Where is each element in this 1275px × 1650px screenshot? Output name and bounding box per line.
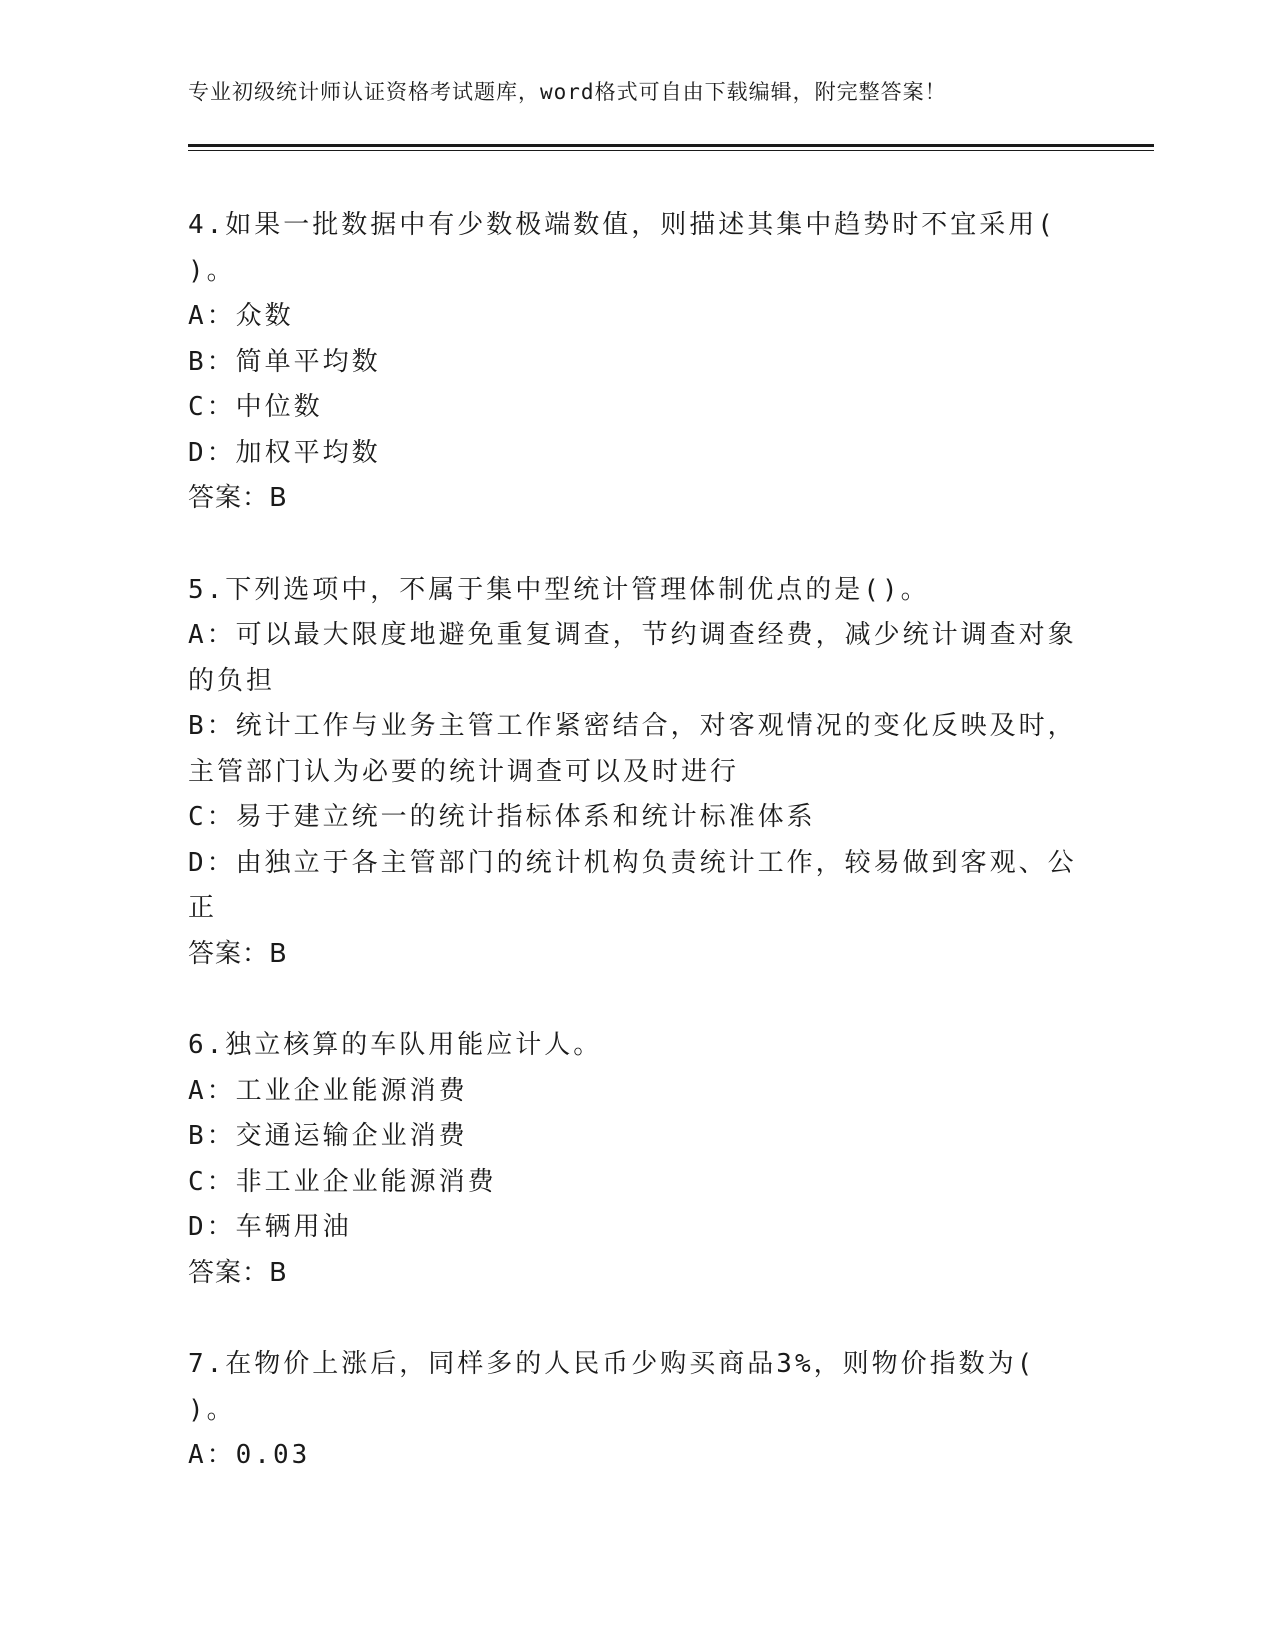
- option-c: C：中位数: [188, 392, 323, 422]
- option-b-continued: 主管部门认为必要的统计调查可以及时进行: [188, 756, 740, 787]
- question-stem: 6.独立核算的车队用能应计人。: [188, 1030, 603, 1060]
- question-stem: )。: [188, 1394, 236, 1425]
- option-c: C：非工业企业能源消费: [188, 1166, 497, 1197]
- answer-label: 答案：B: [188, 938, 288, 969]
- header-divider-thin: [188, 150, 1154, 151]
- question-stem: )。: [188, 255, 236, 286]
- option-b: B：交通运输企业消费: [188, 1121, 468, 1151]
- question-list: [188, 203, 1088, 1525]
- option-d: D：由独立于各主管部门的统计机构负责统计工作，较易做到客观、公: [188, 847, 1077, 878]
- question-stem: 5.下列选项中，不属于集中型统计管理体制优点的是()。: [188, 574, 930, 605]
- answer-label: 答案：B: [188, 1257, 288, 1288]
- option-a: A：工业企业能源消费: [188, 1075, 468, 1106]
- page-header: 专业初级统计师认证资格考试题库，word格式可自由下载编辑，附完整答案！: [188, 80, 947, 104]
- question-stem: 7.在物价上涨后，同样多的人民币少购买商品3%，则物价指数为(: [188, 1349, 1036, 1379]
- answer-label: 答案：B: [188, 483, 288, 513]
- option-a: A：0.03: [188, 1440, 311, 1470]
- question-5: [188, 568, 1088, 978]
- question-7: [188, 1342, 1088, 1479]
- header-divider-thick: [188, 144, 1154, 147]
- option-c: C：易于建立统一的统计指标体系和统计标准体系: [188, 802, 816, 832]
- option-b: B：统计工作与业务主管工作紧密结合，对客观情况的变化反映及时，: [188, 711, 1077, 741]
- question-4: [188, 203, 1088, 522]
- option-a: A：众数: [188, 301, 294, 331]
- option-a: A：可以最大限度地避免重复调查，节约调查经费，减少统计调查对象: [188, 620, 1077, 650]
- option-d-continued: 正: [188, 893, 218, 923]
- option-d: D：加权平均数: [188, 437, 381, 468]
- option-d: D：车辆用油: [188, 1212, 352, 1242]
- question-stem: 4.如果一批数据中有少数极端数值，则描述其集中趋势时不宜采用(: [188, 210, 1056, 240]
- question-6: [188, 1023, 1088, 1296]
- option-b: B：简单平均数: [188, 346, 381, 377]
- option-a-continued: 的负担: [188, 665, 276, 696]
